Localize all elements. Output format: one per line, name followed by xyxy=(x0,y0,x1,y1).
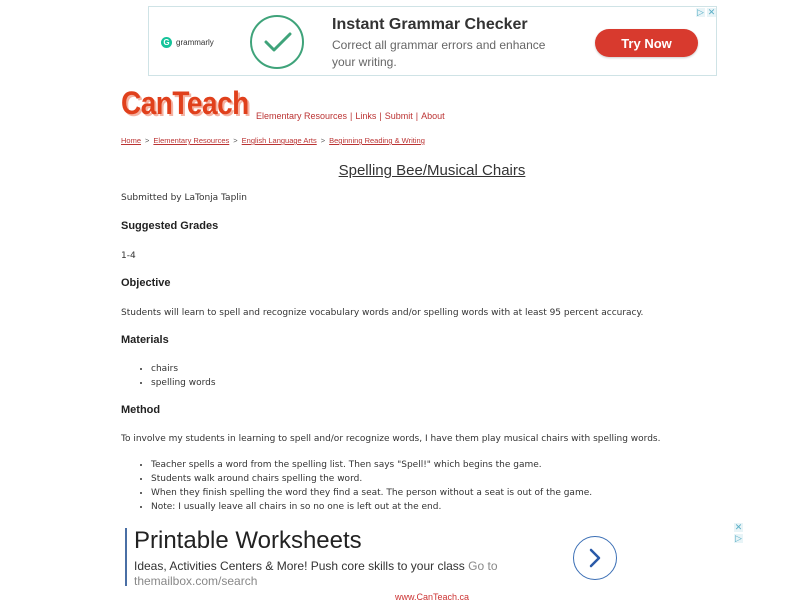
breadcrumb xyxy=(121,136,425,145)
materials-heading: Materials xyxy=(121,334,169,346)
grammarly-brand-name: grammarly xyxy=(176,38,214,47)
bottom-ad-arrow-button[interactable] xyxy=(573,536,617,580)
checkmark-icon xyxy=(250,15,304,69)
breadcrumb-separator: > xyxy=(233,136,238,145)
page-title: Spelling Bee/Musical Chairs xyxy=(338,162,526,179)
adchoices-icon[interactable]: ▷ xyxy=(735,533,742,543)
breadcrumb-home[interactable]: Home xyxy=(121,136,142,145)
nav-separator: | xyxy=(415,111,419,121)
materials-list xyxy=(121,362,216,390)
footer-site-link[interactable]: www.CanTeach.ca xyxy=(394,592,470,602)
bottom-ad-url[interactable]: Go to themailbox.com/search xyxy=(134,559,498,588)
close-ad-icon[interactable]: ✕ xyxy=(734,522,743,532)
chevron-right-icon xyxy=(588,548,602,568)
canteach-logo[interactable]: CanTeach xyxy=(121,85,249,121)
method-heading: Method xyxy=(121,404,161,416)
materials-item: • chairs xyxy=(151,362,216,376)
bottom-ad-description xyxy=(134,559,524,589)
top-ad-banner[interactable] xyxy=(148,6,717,76)
method-steps-list xyxy=(121,458,592,514)
method-step: • Students walk around chairs spelling the word. xyxy=(151,472,592,486)
grammarly-g-icon: G xyxy=(161,37,172,48)
nav-elementary-resources[interactable]: Elementary Resources xyxy=(256,111,348,121)
method-step: • Note: I usually leave all chairs in so no one is left out at the end. xyxy=(151,500,592,514)
top-ad-title: Instant Grammar Checker xyxy=(332,16,528,33)
grades-heading: Suggested Grades xyxy=(121,220,219,232)
close-ad-icon[interactable]: ✕ xyxy=(707,7,716,17)
method-step: • Teacher spells a word from the spelling list. Then says "Spell!" which begins the game. xyxy=(151,458,592,472)
objective-heading: Objective xyxy=(121,277,171,289)
nav-links[interactable]: Links xyxy=(355,111,377,121)
top-ad-controls xyxy=(696,8,716,17)
nav-submit[interactable]: Submit xyxy=(384,111,413,121)
top-navigation xyxy=(256,111,445,121)
breadcrumb-separator: > xyxy=(145,136,150,145)
method-intro: To involve my students in learning to spell and/or recognize words, I have them play musical chairs with spelling words. xyxy=(121,434,661,444)
top-ad-description: Correct all grammar errors and enhance your writing. xyxy=(332,38,546,69)
bottom-ad-text: Ideas, Activities Centers & More! Push core skills to your class xyxy=(134,559,465,573)
bottom-ad-controls xyxy=(734,523,743,543)
nav-about[interactable]: About xyxy=(421,111,445,121)
adchoices-icon[interactable]: ▷ xyxy=(697,7,704,17)
bottom-ad-banner[interactable] xyxy=(125,523,745,593)
objective-text: Students will learn to spell and recognize vocabulary words and/or spelling words with at least 95 percent accuracy. xyxy=(121,308,644,318)
breadcrumb-beginning-reading-writing[interactable]: Beginning Reading & Writing xyxy=(329,136,425,145)
bottom-ad-title[interactable]: Printable Worksheets xyxy=(134,527,362,554)
nav-separator: | xyxy=(350,111,353,121)
materials-item: • spelling words xyxy=(151,376,216,390)
submitted-by: Submitted by LaTonja Taplin xyxy=(121,193,247,203)
breadcrumb-separator: > xyxy=(320,136,326,145)
breadcrumb-elementary-resources[interactable]: Elementary Resources xyxy=(153,136,230,145)
grades-value: 1-4 xyxy=(121,251,136,261)
grammarly-logo xyxy=(161,37,214,48)
nav-separator: | xyxy=(379,111,382,121)
breadcrumb-english-language-arts[interactable]: English Language Arts xyxy=(241,136,317,145)
ad-accent-bar xyxy=(125,528,127,586)
method-step: • When they finish spelling the word they find a seat. The person without a seat is out of the game. xyxy=(151,486,592,500)
try-now-button[interactable]: Try Now xyxy=(595,29,698,57)
